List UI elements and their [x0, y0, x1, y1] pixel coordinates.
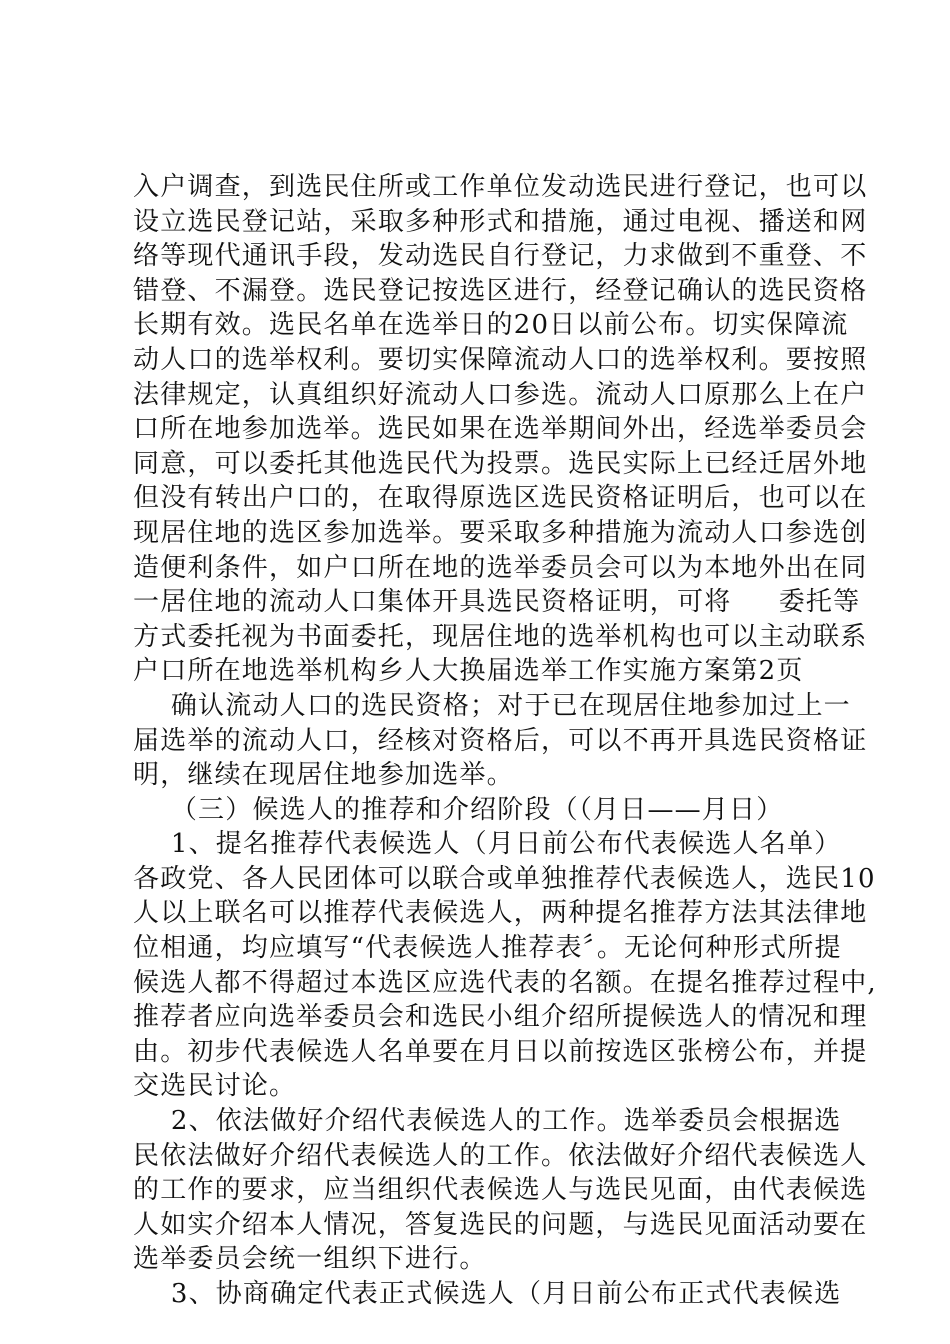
text-line: 2、依法做好介绍代表候选人的工作。选举委员会根据选 [133, 1106, 842, 1137]
text-line: 各政党、各人民团体可以联合或单独推荐代表候选人，选民10 [133, 863, 876, 894]
text-line: 民依法做好介绍代表候选人的工作。依法做好介绍代表候选人 [133, 1140, 868, 1171]
text-line: 户口所在地选举机构乡人大换届选举工作实施方案第2页 [133, 656, 804, 687]
text-line: 法律规定，认真组织好流动人口参选。流动人口原那么上在户 [133, 379, 868, 410]
text-line: 口所在地参加选举。选民如果在选举期间外出，经选举委员会 [133, 414, 868, 445]
text-line: 推荐者应向选举委员会和选民小组介绍所提候选人的情况和理 [133, 1002, 868, 1033]
text-line: 交选民讨论。 [133, 1071, 297, 1102]
document-body [133, 170, 877, 1312]
section-heading: （三）候选人的推荐和介绍阶段（（月日——月日） [133, 794, 784, 825]
text-line: 方式委托视为书面委托，现居住地的选举机构也可以主动联系 [133, 621, 868, 652]
text-line: 一居住地的流动人口集体开具选民资格证明，可将 委托等 [133, 587, 861, 618]
text-line: 1、提名推荐代表候选人（月日前公布代表候选人名单） [133, 829, 842, 860]
text-line: 错登、不漏登。选民登记按选区进行，经登记确认的选民资格 [133, 275, 868, 306]
text-line: 明，继续在现居住地参加选举。 [133, 760, 514, 791]
text-line: 现居住地的选区参加选举。要采取多种措施为流动人口参选创 [133, 517, 868, 548]
text-line: 动人口的选举权利。要切实保障流动人口的选举权利。要按照 [133, 344, 868, 375]
text-line: 设立选民登记站，采取多种形式和措施，通过电视、播送和网 [133, 206, 868, 237]
text-line: 确认流动人口的选民资格；对于已在现居住地参加过上一 [133, 690, 851, 721]
text-line: 候选人都不得超过本选区应选代表的名额。在提名推荐过程中, [133, 967, 877, 998]
text-line: 入户调查，到选民住所或工作单位发动选民进行登记，也可以 [133, 172, 868, 202]
text-line: 但没有转出户口的，在取得原选区选民资格证明后，也可以在 [133, 483, 868, 514]
text-line: 届选举的流动人口，经核对资格后，可以不再开具选民资格证 [133, 725, 868, 756]
text-line: 的工作的要求，应当组织代表候选人与选民见面，由代表候选 [133, 1175, 868, 1206]
text-line: 3、协商确定代表正式候选人（月日前公布正式代表候选 [133, 1279, 842, 1309]
text-line: 同意，可以委托其他选民代为投票。选民实际上已经迁居外地 [133, 448, 868, 479]
text-line: 人如实介绍本人情况，答复选民的问题，与选民见面活动要在 [133, 1209, 868, 1240]
text-line: 选举委员会统一组织下进行。 [133, 1244, 487, 1275]
text-line: 由。初步代表候选人名单要在月日以前按选区张榜公布，并提 [133, 1036, 868, 1067]
text-line: 位相通，均应填写“代表候选人推荐表〞。无论何种形式所提 [133, 933, 842, 964]
text-line: 人以上联名可以推荐代表候选人，两种提名推荐方法其法律地 [133, 898, 868, 929]
text-line: 长期有效。选民名单在选举日的20日以前公布。切实保障流 [133, 310, 849, 341]
text-line: 造便利条件，如户口所在地的选举委员会可以为本地外出在同 [133, 552, 868, 583]
text-line: 络等现代通讯手段，发动选民自行登记，力求做到不重登、不 [133, 241, 868, 272]
